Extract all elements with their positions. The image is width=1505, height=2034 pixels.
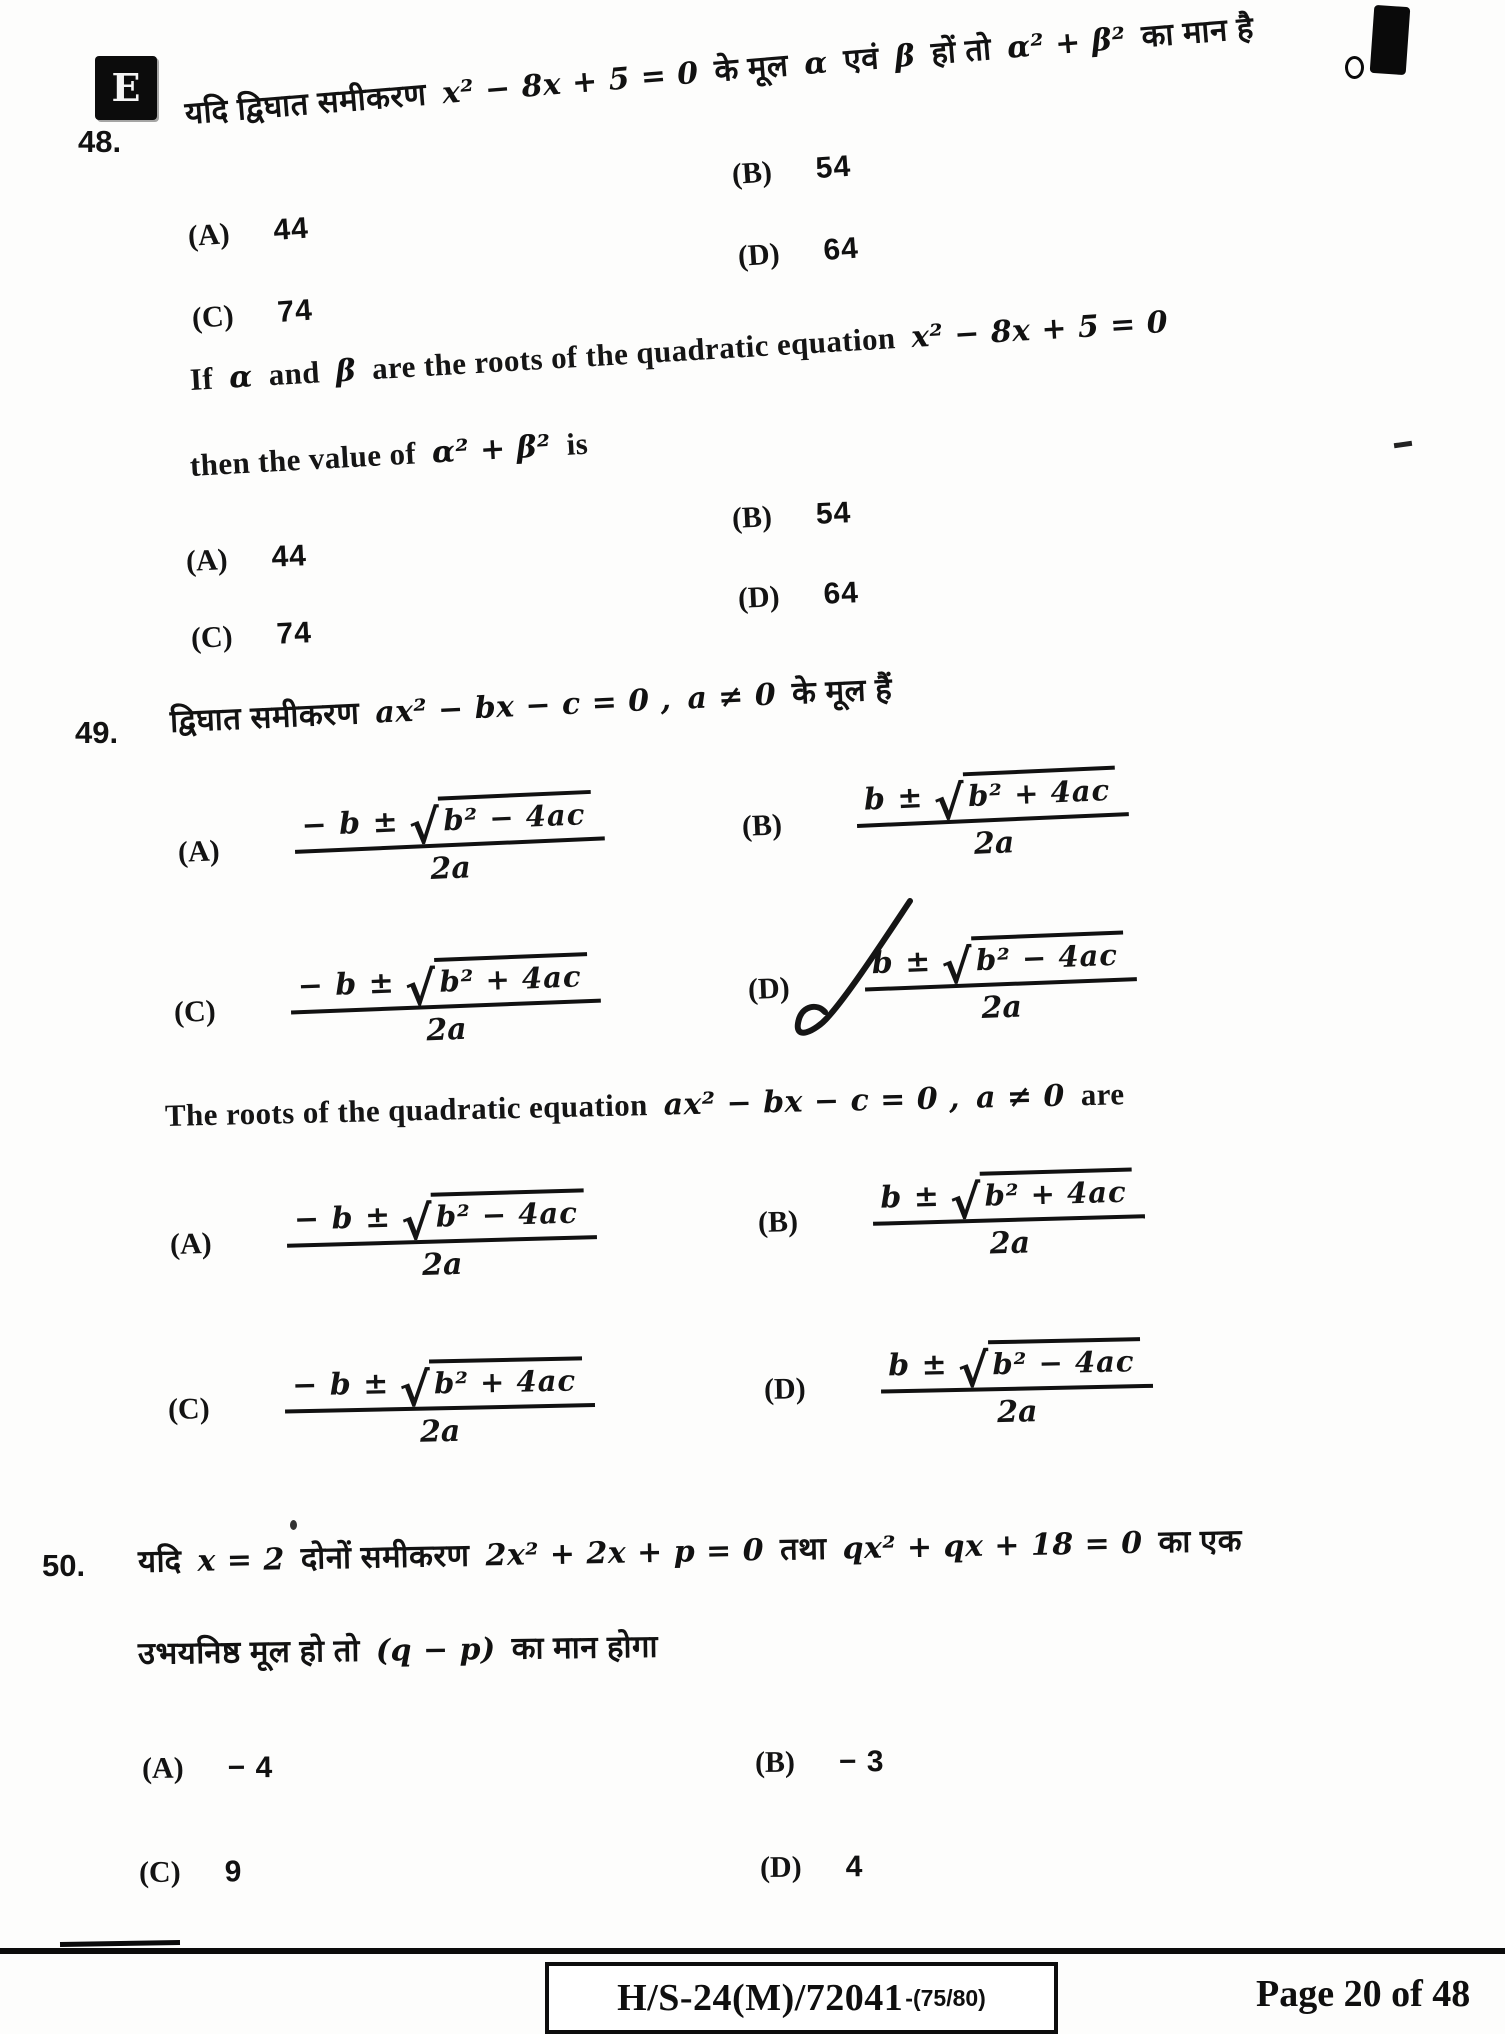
radical-icon: √ bbox=[949, 1174, 982, 1230]
fraction-denominator: 2a bbox=[419, 1413, 461, 1450]
option-value: 44 bbox=[272, 211, 310, 247]
fraction bbox=[293, 789, 607, 892]
q50-hindi-part2: दोनों समीकरण bbox=[300, 1537, 470, 1576]
fraction-denominator: 2a bbox=[980, 989, 1023, 1027]
q50-number: 50. bbox=[42, 1548, 86, 1583]
q50-option-b bbox=[755, 1745, 885, 1780]
q50-hindi-line2-post: का मान होगा bbox=[511, 1628, 659, 1666]
fraction-numerator bbox=[872, 1167, 1146, 1230]
radicand: b² + 4ac bbox=[980, 1168, 1133, 1213]
paper-code-box bbox=[545, 1962, 1058, 2034]
q49-equation: ax² − bx − c = 0 , bbox=[374, 682, 673, 731]
q49-hindi-option-b bbox=[740, 765, 1131, 872]
section-badge bbox=[95, 56, 157, 120]
fraction-numerator bbox=[880, 1337, 1153, 1398]
fraction-numerator bbox=[293, 789, 605, 853]
option-label: (C) bbox=[190, 619, 234, 655]
radicand: b² − 4ac bbox=[971, 931, 1125, 978]
fraction-denominator: 2a bbox=[989, 1225, 1031, 1262]
q48-hindi-option-a bbox=[187, 212, 310, 254]
q49-condition: a ≠ 0 bbox=[686, 677, 777, 717]
radical-icon: √ bbox=[957, 1343, 990, 1398]
radicand: b² − 4ac bbox=[431, 1188, 584, 1233]
fraction-numerator bbox=[284, 1356, 595, 1418]
paper-code-suffix: -(75/80) bbox=[905, 1984, 986, 2011]
numerator-prefix: − b ± bbox=[293, 1199, 392, 1238]
fraction bbox=[855, 765, 1131, 867]
paper-code: H/S-24(M)/72041 bbox=[617, 1977, 904, 2019]
option-value: − 3 bbox=[838, 1745, 885, 1779]
option-value: 54 bbox=[814, 149, 853, 186]
q49-hindi-part1: द्विघात समीकरण bbox=[169, 695, 361, 739]
option-label: (C) bbox=[167, 1392, 210, 1426]
fraction-denominator: 2a bbox=[425, 1011, 468, 1049]
q48-en-part2: are the roots of the quadratic equation bbox=[371, 320, 897, 387]
q49-english-option-c bbox=[167, 1356, 595, 1455]
q50-option-d bbox=[760, 1850, 864, 1885]
option-label: (A) bbox=[177, 834, 221, 869]
q49-en-part1: The roots of the quadratic equation bbox=[164, 1087, 649, 1133]
q48-expr: α² + β² bbox=[431, 428, 552, 471]
q49-hindi-part2: के मूल हैं bbox=[791, 671, 893, 711]
stray-speck bbox=[290, 1520, 297, 1530]
numerator-prefix: b ± bbox=[871, 943, 932, 982]
q49-english-statement bbox=[165, 1076, 1125, 1134]
alpha-symbol: α bbox=[228, 359, 254, 396]
q48-hindi-tail: का मान है bbox=[1140, 10, 1255, 54]
q48-hindi-option-d bbox=[737, 232, 860, 274]
fraction-numerator bbox=[289, 952, 601, 1015]
q48-en-if: If bbox=[188, 360, 215, 397]
radicand: b² + 4ac bbox=[435, 952, 589, 999]
option-value: 44 bbox=[270, 539, 308, 574]
q48-hindi-option-c bbox=[191, 294, 314, 336]
q48-hindi-statement bbox=[183, 6, 1255, 134]
radical-icon: √ bbox=[404, 960, 437, 1017]
q50-expr: (q − p) bbox=[375, 1632, 496, 1669]
radical-icon: √ bbox=[932, 775, 966, 831]
numerator-prefix: b ± bbox=[863, 780, 925, 818]
option-label: (C) bbox=[173, 994, 217, 1029]
q48-english-option-a bbox=[185, 539, 308, 579]
q48-hindi-roots-pre: के मूल bbox=[713, 47, 790, 89]
q48-hindi-option-b bbox=[731, 150, 852, 192]
q48-equation: x² − 8x + 5 = 0 bbox=[910, 304, 1170, 356]
q49-english-option-d bbox=[763, 1337, 1154, 1435]
q50-hindi-part3: तथा bbox=[779, 1530, 827, 1567]
fraction-denominator: 2a bbox=[996, 1394, 1038, 1431]
option-label: (D) bbox=[737, 579, 781, 615]
option-label: (B) bbox=[741, 808, 783, 843]
option-label: (A) bbox=[186, 217, 231, 253]
q49-english-option-a bbox=[169, 1188, 598, 1290]
fraction bbox=[289, 952, 602, 1054]
option-label: (A) bbox=[185, 542, 229, 578]
q50-hindi-statement-line1 bbox=[138, 1519, 1243, 1582]
q49-en-part2: are bbox=[1080, 1076, 1125, 1113]
fraction-numerator bbox=[855, 765, 1129, 831]
numerator-prefix: − b ± bbox=[291, 1366, 390, 1404]
fraction bbox=[284, 1356, 596, 1452]
fraction bbox=[872, 1167, 1147, 1265]
q48-equation: x² − 8x + 5 = 0 bbox=[440, 55, 700, 112]
section-badge-letter: E bbox=[111, 65, 141, 110]
option-label: (D) bbox=[759, 1850, 802, 1884]
numerator-prefix: b ± bbox=[879, 1178, 941, 1216]
radical-icon: √ bbox=[398, 1362, 431, 1418]
ink-blob bbox=[1370, 5, 1411, 75]
fraction-numerator bbox=[285, 1188, 596, 1251]
q49-equation: ax² − bx − c = 0 , bbox=[663, 1080, 961, 1123]
q48-english-option-b bbox=[731, 496, 852, 536]
q50-equation1: 2x² + 2x + p = 0 bbox=[485, 1532, 765, 1574]
fraction-denominator: 2a bbox=[429, 850, 472, 887]
option-value: 4 bbox=[845, 1850, 864, 1884]
q48-english-statement-line2 bbox=[189, 426, 589, 484]
option-label: (B) bbox=[754, 1745, 796, 1779]
radical-icon: √ bbox=[940, 939, 974, 995]
option-value: 74 bbox=[276, 293, 314, 329]
q50-equation2: qx² + qx + 18 = 0 bbox=[842, 1525, 1143, 1567]
option-label: (D) bbox=[747, 971, 791, 1006]
option-value: 64 bbox=[822, 576, 860, 611]
beta-symbol: β bbox=[893, 38, 917, 75]
beta-symbol: β bbox=[334, 353, 358, 390]
option-label: (C) bbox=[138, 1855, 181, 1889]
q48-hindi-and: एवं bbox=[842, 40, 881, 78]
q50-option-a bbox=[142, 1751, 273, 1786]
option-value: 54 bbox=[815, 496, 853, 531]
handwritten-tick-mark bbox=[770, 893, 920, 1051]
option-value: 9 bbox=[224, 1855, 243, 1889]
q48-english-option-c bbox=[190, 616, 313, 656]
option-value: 64 bbox=[822, 231, 860, 267]
q50-hindi-line2-pre: उभयनिष्ठ मूल हो तो bbox=[137, 1632, 361, 1671]
q48-en-line2-pre: then the value of bbox=[188, 435, 417, 483]
fraction bbox=[285, 1188, 597, 1287]
q50-x-condition: x = 2 bbox=[197, 1542, 286, 1579]
q50-hindi-part4: का एक bbox=[1158, 1522, 1243, 1560]
q49-condition: a ≠ 0 bbox=[975, 1078, 1066, 1116]
alpha-symbol: α bbox=[802, 45, 830, 83]
q50-hindi-statement-line2 bbox=[138, 1625, 659, 1674]
numerator-prefix: − b ± bbox=[297, 965, 396, 1005]
footer-rule-fragment bbox=[60, 1940, 180, 1947]
radical-icon: √ bbox=[400, 1195, 433, 1251]
radicand: b² + 4ac bbox=[963, 766, 1117, 814]
radicand: b² + 4ac bbox=[429, 1356, 582, 1400]
numerator-prefix: b ± bbox=[887, 1347, 949, 1384]
q49-english-option-b bbox=[757, 1167, 1147, 1268]
footer-rule bbox=[0, 1948, 1505, 1954]
option-label: (D) bbox=[763, 1372, 806, 1406]
fraction-denominator: 2a bbox=[973, 825, 1016, 862]
q49-hindi-statement bbox=[169, 667, 893, 742]
q49-number: 49. bbox=[75, 715, 119, 750]
radicand: b² − 4ac bbox=[988, 1337, 1141, 1381]
option-label: (B) bbox=[731, 500, 773, 535]
fraction-denominator: 2a bbox=[421, 1246, 463, 1283]
q48-hindi-part1: यदि द्विघात समीकरण bbox=[183, 76, 428, 131]
option-label: (A) bbox=[141, 1751, 184, 1785]
q49-hindi-option-c bbox=[172, 952, 602, 1058]
q48-english-statement-line1 bbox=[189, 304, 1169, 398]
q48-en-and: and bbox=[267, 354, 321, 393]
stray-mark bbox=[1394, 441, 1413, 448]
q48-hindi-roots-post: हों तो bbox=[929, 31, 993, 71]
option-value: 74 bbox=[275, 616, 313, 651]
q48-english-option-d bbox=[737, 576, 860, 616]
option-label: (B) bbox=[757, 1204, 799, 1239]
option-label: (B) bbox=[730, 155, 774, 191]
option-value: − 4 bbox=[227, 1751, 274, 1785]
option-label: (D) bbox=[736, 237, 781, 273]
q48-en-line2-post: is bbox=[565, 425, 589, 462]
ink-dot bbox=[1345, 56, 1364, 79]
numerator-prefix: − b ± bbox=[300, 804, 400, 844]
option-label: (C) bbox=[190, 299, 235, 335]
q50-hindi-part1: यदि bbox=[137, 1543, 182, 1579]
page-number: Page 20 of 48 bbox=[1256, 1973, 1471, 2015]
radicand: b² − 4ac bbox=[438, 790, 592, 838]
q50-option-c bbox=[139, 1855, 243, 1890]
radical-icon: √ bbox=[407, 799, 441, 855]
fraction bbox=[880, 1337, 1154, 1433]
q48-number: 48. bbox=[78, 124, 122, 159]
q48-expr: α² + β² bbox=[1005, 21, 1128, 66]
q49-hindi-option-a bbox=[176, 789, 606, 898]
option-label: (A) bbox=[169, 1226, 213, 1261]
